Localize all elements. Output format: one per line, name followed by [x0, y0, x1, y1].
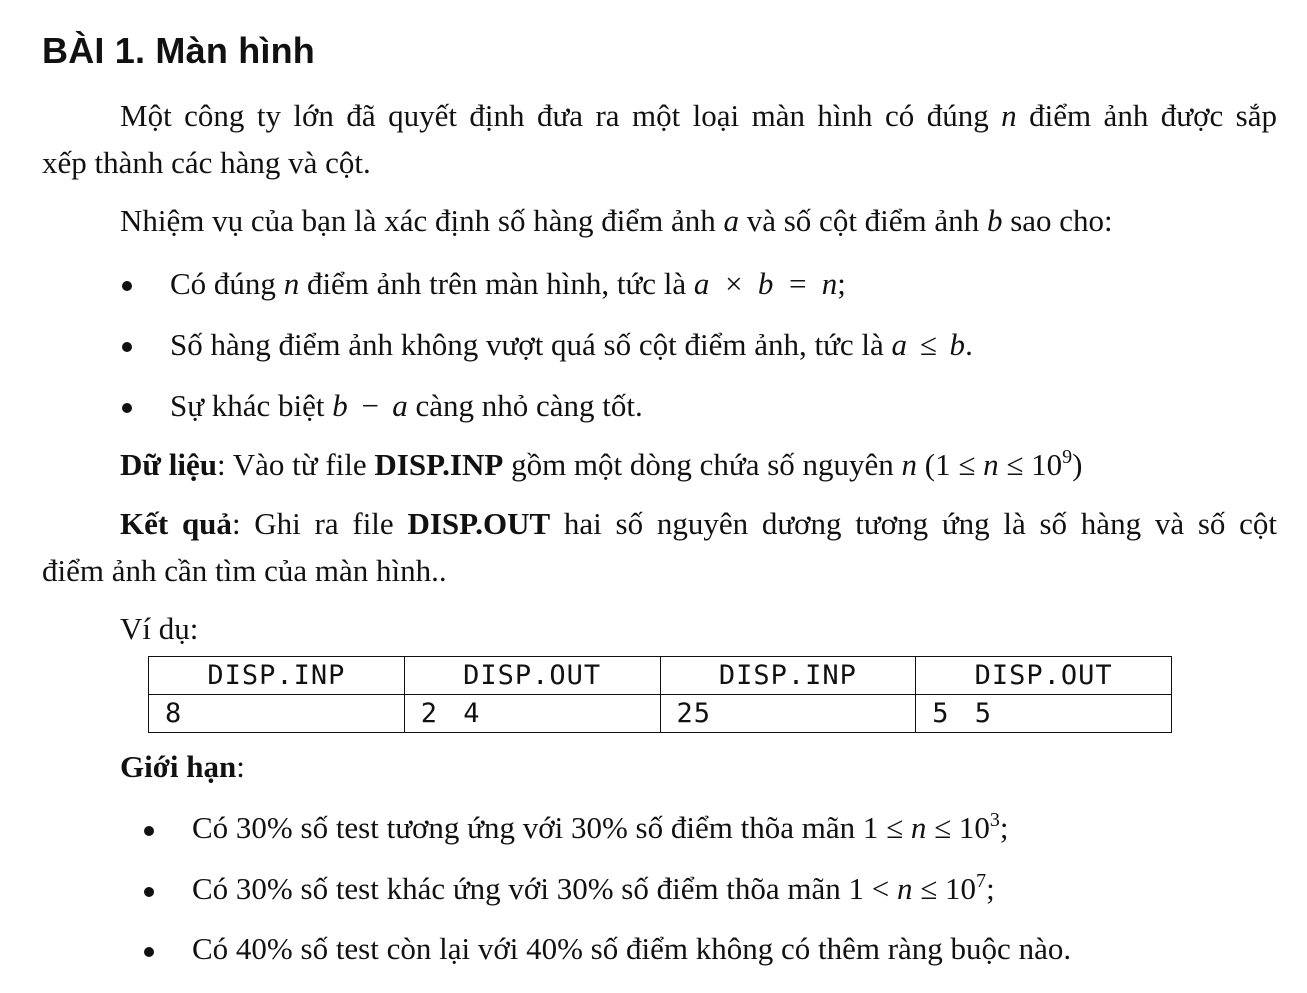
input-filename: DISP.INP	[374, 447, 504, 482]
output-text: hai số nguyên dương tương ứng là số hàng và số cột	[550, 506, 1278, 541]
table-header-cell: DISP.INP	[660, 657, 916, 695]
output-spec-line-1	[120, 506, 1277, 542]
var-n: n	[283, 266, 300, 301]
limit-text: Có 30% số test tương ứng với 30% số điểm thõa mãn 1 ≤	[192, 810, 911, 845]
constraint-text: ≤ 10	[998, 447, 1063, 482]
input-label: Dữ liệu	[120, 447, 217, 482]
condition-item-3	[170, 388, 643, 424]
table-row	[149, 695, 1172, 733]
condition-text: Sự khác biệt	[170, 388, 333, 423]
condition-item-1	[170, 266, 846, 302]
math-expression: a × b = n	[693, 266, 838, 301]
task-text-c: sao cho:	[1002, 203, 1113, 238]
table-cell: 2 4	[404, 695, 660, 733]
output-filename: DISP.OUT	[407, 506, 551, 541]
table-cell: 5 5	[916, 695, 1172, 733]
table-header-row	[149, 657, 1172, 695]
var-b: b	[986, 203, 1003, 238]
bullet-dot	[122, 281, 132, 291]
limit-tail: ;	[999, 810, 1009, 845]
intro-line-2: xếp thành các hàng và cột.	[42, 145, 371, 180]
exponent: 3	[989, 809, 1000, 831]
exponent: 9	[1062, 446, 1073, 468]
var-n: n	[910, 810, 927, 845]
intro-text-a: Một công ty lớn đã quyết định đưa ra một loại màn hình có đúng	[120, 98, 1002, 133]
limits-heading	[120, 749, 245, 785]
condition-text: Có đúng	[170, 266, 284, 301]
task-line	[120, 203, 1113, 239]
limits-label: Giới hạn	[120, 749, 237, 784]
output-text: : Ghi ra file	[231, 506, 408, 541]
math-expression: a ≤ b	[891, 327, 966, 362]
var-n: n	[983, 447, 999, 482]
bullet-dot	[144, 887, 154, 897]
task-text-a: Nhiệm vụ của bạn là xác định số hàng điểm ảnh	[120, 203, 724, 238]
var-n: n	[1001, 98, 1017, 133]
bullet-dot	[144, 947, 154, 957]
bullet-dot	[122, 403, 132, 413]
var-n: n	[897, 871, 913, 906]
limit-text: ≤ 10	[926, 810, 990, 845]
var-n: n	[901, 447, 918, 482]
example-label: Ví dụ:	[120, 611, 199, 646]
table-cell: 25	[660, 695, 916, 733]
limit-text: Có 30% số test khác ứng với 30% số điểm thõa mãn 1 <	[192, 871, 898, 906]
constraint-text: (1 ≤	[917, 447, 984, 482]
condition-text: Số hàng điểm ảnh không vượt quá số cột điểm ảnh, tức là	[170, 327, 892, 362]
input-text: gồm một dòng chứa số nguyên	[503, 447, 902, 482]
example-table	[148, 656, 1172, 733]
condition-tail: .	[965, 327, 973, 362]
task-text-b: và số cột điểm ảnh	[738, 203, 987, 238]
table-cell: 8	[149, 695, 405, 733]
output-label: Kết quả	[120, 506, 232, 541]
limits-colon: :	[236, 749, 245, 784]
condition-text: điểm ảnh trên màn hình, tức là	[299, 266, 694, 301]
condition-tail: ;	[837, 266, 846, 301]
input-text: : Vào từ file	[216, 447, 375, 482]
var-a: a	[723, 203, 739, 238]
output-spec-line-2: điểm ảnh cần tìm của màn hình..	[42, 553, 447, 588]
table-header-cell: DISP.INP	[149, 657, 405, 695]
input-spec	[120, 447, 1082, 483]
table-header-cell: DISP.OUT	[404, 657, 660, 695]
limit-item-1	[192, 810, 1009, 846]
intro-text-b: điểm ảnh được sắp	[1016, 98, 1277, 133]
bullet-dot	[122, 342, 132, 352]
intro-line-1	[120, 98, 1277, 134]
problem-title: BÀI 1. Màn hình	[42, 30, 315, 71]
bullet-dot	[144, 826, 154, 836]
table-header-cell: DISP.OUT	[916, 657, 1172, 695]
limit-item-2	[192, 871, 995, 907]
constraint-text: )	[1072, 447, 1083, 482]
exponent: 7	[976, 870, 987, 892]
condition-tail: càng nhỏ càng tốt.	[407, 388, 643, 423]
limit-item-3	[192, 931, 1071, 967]
limit-text: ≤ 10	[912, 871, 977, 906]
limit-text: Có 40% số test còn lại với 40% số điểm không có thêm ràng buộc nào.	[192, 931, 1072, 966]
condition-item-2	[170, 327, 973, 363]
limit-tail: ;	[986, 871, 995, 906]
math-expression: b − a	[332, 388, 408, 423]
